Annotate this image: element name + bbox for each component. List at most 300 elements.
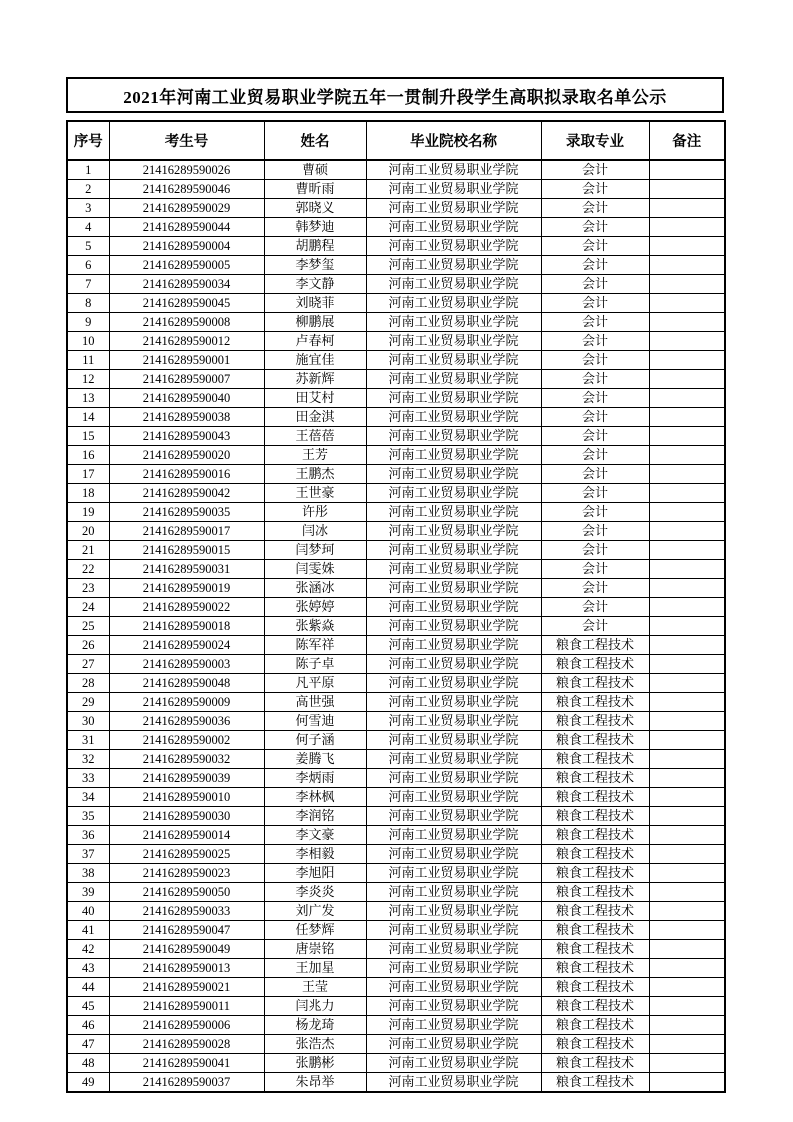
cell-major: 会计 [541, 313, 649, 332]
cell-remark [649, 674, 725, 693]
cell-seq: 16 [67, 446, 109, 465]
cell-remark [649, 617, 725, 636]
cell-seq: 48 [67, 1054, 109, 1073]
document-title: 2021年河南工业贸易职业学院五年一贯制升段学生高职拟录取名单公示 [66, 77, 724, 113]
cell-seq: 44 [67, 978, 109, 997]
cell-seq: 38 [67, 864, 109, 883]
header-name: 姓名 [264, 121, 366, 160]
cell-school: 河南工业贸易职业学院 [366, 332, 541, 351]
cell-candidate-no: 21416289590011 [109, 997, 264, 1016]
cell-candidate-no: 21416289590042 [109, 484, 264, 503]
cell-seq: 47 [67, 1035, 109, 1054]
cell-name: 闫梦珂 [264, 541, 366, 560]
cell-major: 粮食工程技术 [541, 636, 649, 655]
cell-school: 河南工业贸易职业学院 [366, 826, 541, 845]
cell-school: 河南工业贸易职业学院 [366, 978, 541, 997]
cell-school: 河南工业贸易职业学院 [366, 769, 541, 788]
cell-remark [649, 636, 725, 655]
table-row [67, 446, 725, 465]
cell-seq: 10 [67, 332, 109, 351]
table-row [67, 484, 725, 503]
cell-school: 河南工业贸易职业学院 [366, 997, 541, 1016]
cell-name: 张婷婷 [264, 598, 366, 617]
cell-major: 会计 [541, 560, 649, 579]
cell-school: 河南工业贸易职业学院 [366, 636, 541, 655]
cell-seq: 20 [67, 522, 109, 541]
table-row [67, 750, 725, 769]
cell-seq: 1 [67, 160, 109, 180]
cell-candidate-no: 21416289590035 [109, 503, 264, 522]
cell-remark [649, 807, 725, 826]
cell-seq: 41 [67, 921, 109, 940]
cell-name: 王鹏杰 [264, 465, 366, 484]
cell-candidate-no: 21416289590009 [109, 693, 264, 712]
cell-school: 河南工业贸易职业学院 [366, 598, 541, 617]
table-row [67, 902, 725, 921]
table-row [67, 579, 725, 598]
cell-name: 曹硕 [264, 160, 366, 180]
table-row [67, 1016, 725, 1035]
cell-remark [649, 256, 725, 275]
cell-major: 会计 [541, 160, 649, 180]
cell-school: 河南工业贸易职业学院 [366, 199, 541, 218]
cell-major: 粮食工程技术 [541, 1035, 649, 1054]
table-row [67, 465, 725, 484]
cell-school: 河南工业贸易职业学院 [366, 655, 541, 674]
cell-name: 胡鹏程 [264, 237, 366, 256]
cell-candidate-no: 21416289590001 [109, 351, 264, 370]
admission-list-table [66, 120, 726, 1093]
cell-remark [649, 237, 725, 256]
cell-candidate-no: 21416289590041 [109, 1054, 264, 1073]
cell-seq: 11 [67, 351, 109, 370]
cell-major: 会计 [541, 617, 649, 636]
cell-name: 李文豪 [264, 826, 366, 845]
cell-remark [649, 180, 725, 199]
cell-major: 粮食工程技术 [541, 712, 649, 731]
cell-major: 粮食工程技术 [541, 750, 649, 769]
cell-major: 会计 [541, 199, 649, 218]
cell-seq: 35 [67, 807, 109, 826]
cell-major: 粮食工程技术 [541, 997, 649, 1016]
cell-major: 会计 [541, 522, 649, 541]
cell-school: 河南工业贸易职业学院 [366, 807, 541, 826]
cell-name: 张紫焱 [264, 617, 366, 636]
cell-school: 河南工业贸易职业学院 [366, 465, 541, 484]
cell-candidate-no: 21416289590030 [109, 807, 264, 826]
cell-candidate-no: 21416289590045 [109, 294, 264, 313]
cell-major: 粮食工程技术 [541, 731, 649, 750]
cell-major: 粮食工程技术 [541, 921, 649, 940]
table-body [67, 160, 725, 1092]
cell-school: 河南工业贸易职业学院 [366, 845, 541, 864]
table-row [67, 1035, 725, 1054]
cell-candidate-no: 21416289590019 [109, 579, 264, 598]
cell-name: 曹昕雨 [264, 180, 366, 199]
cell-name: 张浩杰 [264, 1035, 366, 1054]
cell-name: 李炎炎 [264, 883, 366, 902]
cell-school: 河南工业贸易职业学院 [366, 674, 541, 693]
table-row [67, 522, 725, 541]
cell-seq: 30 [67, 712, 109, 731]
cell-candidate-no: 21416289590047 [109, 921, 264, 940]
cell-major: 粮食工程技术 [541, 978, 649, 997]
cell-candidate-no: 21416289590025 [109, 845, 264, 864]
cell-candidate-no: 21416289590026 [109, 160, 264, 180]
cell-seq: 18 [67, 484, 109, 503]
cell-remark [649, 294, 725, 313]
cell-seq: 23 [67, 579, 109, 598]
cell-remark [649, 560, 725, 579]
cell-major: 会计 [541, 484, 649, 503]
cell-name: 郭晓义 [264, 199, 366, 218]
cell-school: 河南工业贸易职业学院 [366, 370, 541, 389]
table-header [67, 121, 725, 160]
table-row [67, 978, 725, 997]
table-row [67, 351, 725, 370]
table-row [67, 712, 725, 731]
cell-school: 河南工业贸易职业学院 [366, 864, 541, 883]
cell-major: 粮食工程技术 [541, 826, 649, 845]
cell-candidate-no: 21416289590022 [109, 598, 264, 617]
cell-candidate-no: 21416289590010 [109, 788, 264, 807]
cell-name: 柳鹏展 [264, 313, 366, 332]
cell-remark [649, 160, 725, 180]
cell-name: 王蓓蓓 [264, 427, 366, 446]
cell-remark [649, 484, 725, 503]
cell-major: 会计 [541, 389, 649, 408]
cell-remark [649, 1054, 725, 1073]
table-row [67, 294, 725, 313]
cell-major: 粮食工程技术 [541, 807, 649, 826]
table-row [67, 218, 725, 237]
cell-major: 会计 [541, 465, 649, 484]
cell-candidate-no: 21416289590016 [109, 465, 264, 484]
cell-name: 闫冰 [264, 522, 366, 541]
cell-seq: 19 [67, 503, 109, 522]
cell-remark [649, 408, 725, 427]
cell-candidate-no: 21416289590008 [109, 313, 264, 332]
cell-name: 杨龙琦 [264, 1016, 366, 1035]
cell-remark [649, 845, 725, 864]
cell-seq: 5 [67, 237, 109, 256]
cell-name: 李旭阳 [264, 864, 366, 883]
cell-name: 张鹏彬 [264, 1054, 366, 1073]
cell-major: 粮食工程技术 [541, 1054, 649, 1073]
table-row [67, 674, 725, 693]
cell-name: 王莹 [264, 978, 366, 997]
cell-seq: 22 [67, 560, 109, 579]
cell-school: 河南工业贸易职业学院 [366, 237, 541, 256]
table-row [67, 560, 725, 579]
cell-name: 何子涵 [264, 731, 366, 750]
table-row [67, 370, 725, 389]
cell-major: 粮食工程技术 [541, 940, 649, 959]
cell-seq: 21 [67, 541, 109, 560]
cell-school: 河南工业贸易职业学院 [366, 313, 541, 332]
cell-major: 粮食工程技术 [541, 674, 649, 693]
header-major: 录取专业 [541, 121, 649, 160]
table-row [67, 1054, 725, 1073]
cell-remark [649, 883, 725, 902]
cell-name: 刘晓菲 [264, 294, 366, 313]
cell-name: 王芳 [264, 446, 366, 465]
table-row [67, 237, 725, 256]
cell-seq: 13 [67, 389, 109, 408]
cell-major: 会计 [541, 275, 649, 294]
table-row [67, 731, 725, 750]
cell-remark [649, 313, 725, 332]
cell-major: 会计 [541, 218, 649, 237]
cell-seq: 7 [67, 275, 109, 294]
cell-candidate-no: 21416289590007 [109, 370, 264, 389]
cell-remark [649, 541, 725, 560]
document-page [66, 77, 724, 1093]
cell-remark [649, 902, 725, 921]
cell-remark [649, 446, 725, 465]
cell-name: 李相毅 [264, 845, 366, 864]
cell-candidate-no: 21416289590004 [109, 237, 264, 256]
table-row [67, 769, 725, 788]
cell-school: 河南工业贸易职业学院 [366, 731, 541, 750]
cell-major: 会计 [541, 579, 649, 598]
cell-major: 粮食工程技术 [541, 845, 649, 864]
cell-candidate-no: 21416289590017 [109, 522, 264, 541]
cell-remark [649, 921, 725, 940]
cell-seq: 32 [67, 750, 109, 769]
cell-seq: 25 [67, 617, 109, 636]
cell-major: 会计 [541, 370, 649, 389]
cell-school: 河南工业贸易职业学院 [366, 484, 541, 503]
cell-name: 王加星 [264, 959, 366, 978]
cell-seq: 2 [67, 180, 109, 199]
cell-remark [649, 522, 725, 541]
cell-name: 闫雯姝 [264, 560, 366, 579]
cell-school: 河南工业贸易职业学院 [366, 788, 541, 807]
cell-remark [649, 199, 725, 218]
cell-remark [649, 1016, 725, 1035]
table-row [67, 389, 725, 408]
cell-name: 苏新辉 [264, 370, 366, 389]
header-candidate-no: 考生号 [109, 121, 264, 160]
cell-name: 王世豪 [264, 484, 366, 503]
table-row [67, 199, 725, 218]
cell-candidate-no: 21416289590039 [109, 769, 264, 788]
cell-school: 河南工业贸易职业学院 [366, 446, 541, 465]
cell-name: 姜腾飞 [264, 750, 366, 769]
cell-remark [649, 465, 725, 484]
table-row [67, 256, 725, 275]
table-row [67, 807, 725, 826]
cell-seq: 14 [67, 408, 109, 427]
cell-name: 李炳雨 [264, 769, 366, 788]
cell-candidate-no: 21416289590003 [109, 655, 264, 674]
cell-seq: 12 [67, 370, 109, 389]
cell-candidate-no: 21416289590046 [109, 180, 264, 199]
cell-major: 会计 [541, 351, 649, 370]
table-row [67, 313, 725, 332]
cell-remark [649, 731, 725, 750]
cell-seq: 36 [67, 826, 109, 845]
cell-major: 粮食工程技术 [541, 788, 649, 807]
cell-school: 河南工业贸易职业学院 [366, 921, 541, 940]
cell-school: 河南工业贸易职业学院 [366, 883, 541, 902]
table-row [67, 408, 725, 427]
cell-name: 韩梦迪 [264, 218, 366, 237]
table-row [67, 427, 725, 446]
cell-candidate-no: 21416289590050 [109, 883, 264, 902]
cell-candidate-no: 21416289590034 [109, 275, 264, 294]
cell-name: 朱昂举 [264, 1073, 366, 1093]
cell-candidate-no: 21416289590024 [109, 636, 264, 655]
cell-seq: 45 [67, 997, 109, 1016]
cell-major: 粮食工程技术 [541, 864, 649, 883]
cell-candidate-no: 21416289590033 [109, 902, 264, 921]
cell-candidate-no: 21416289590029 [109, 199, 264, 218]
cell-school: 河南工业贸易职业学院 [366, 902, 541, 921]
table-row [67, 921, 725, 940]
cell-name: 许彤 [264, 503, 366, 522]
cell-remark [649, 655, 725, 674]
table-row [67, 864, 725, 883]
cell-seq: 26 [67, 636, 109, 655]
cell-seq: 29 [67, 693, 109, 712]
cell-school: 河南工业贸易职业学院 [366, 522, 541, 541]
cell-remark [649, 1035, 725, 1054]
cell-school: 河南工业贸易职业学院 [366, 750, 541, 769]
cell-name: 田艾村 [264, 389, 366, 408]
cell-remark [649, 940, 725, 959]
cell-candidate-no: 21416289590049 [109, 940, 264, 959]
cell-major: 粮食工程技术 [541, 769, 649, 788]
cell-school: 河南工业贸易职业学院 [366, 218, 541, 237]
cell-seq: 49 [67, 1073, 109, 1093]
table-row [67, 332, 725, 351]
table-row [67, 997, 725, 1016]
cell-seq: 39 [67, 883, 109, 902]
header-seq: 序号 [67, 121, 109, 160]
cell-remark [649, 864, 725, 883]
cell-school: 河南工业贸易职业学院 [366, 712, 541, 731]
cell-remark [649, 218, 725, 237]
cell-remark [649, 579, 725, 598]
cell-major: 粮食工程技术 [541, 1073, 649, 1093]
cell-school: 河南工业贸易职业学院 [366, 617, 541, 636]
table-row [67, 845, 725, 864]
cell-school: 河南工业贸易职业学院 [366, 503, 541, 522]
cell-major: 粮食工程技术 [541, 1016, 649, 1035]
cell-candidate-no: 21416289590023 [109, 864, 264, 883]
cell-school: 河南工业贸易职业学院 [366, 693, 541, 712]
cell-name: 陈子卓 [264, 655, 366, 674]
cell-remark [649, 598, 725, 617]
cell-name: 施宜佳 [264, 351, 366, 370]
cell-remark [649, 503, 725, 522]
cell-candidate-no: 21416289590013 [109, 959, 264, 978]
cell-remark [649, 389, 725, 408]
cell-remark [649, 275, 725, 294]
header-remark: 备注 [649, 121, 725, 160]
cell-name: 刘广发 [264, 902, 366, 921]
cell-remark [649, 693, 725, 712]
table-row [67, 655, 725, 674]
cell-candidate-no: 21416289590038 [109, 408, 264, 427]
cell-candidate-no: 21416289590040 [109, 389, 264, 408]
cell-candidate-no: 21416289590020 [109, 446, 264, 465]
table-row [67, 180, 725, 199]
cell-school: 河南工业贸易职业学院 [366, 940, 541, 959]
cell-candidate-no: 21416289590006 [109, 1016, 264, 1035]
cell-name: 高世强 [264, 693, 366, 712]
cell-major: 会计 [541, 408, 649, 427]
cell-name: 何雪迪 [264, 712, 366, 731]
cell-seq: 9 [67, 313, 109, 332]
cell-school: 河南工业贸易职业学院 [366, 560, 541, 579]
cell-major: 会计 [541, 237, 649, 256]
cell-seq: 27 [67, 655, 109, 674]
cell-seq: 28 [67, 674, 109, 693]
cell-school: 河南工业贸易职业学院 [366, 959, 541, 978]
header-school: 毕业院校名称 [366, 121, 541, 160]
cell-school: 河南工业贸易职业学院 [366, 579, 541, 598]
cell-remark [649, 1073, 725, 1093]
cell-candidate-no: 21416289590014 [109, 826, 264, 845]
cell-school: 河南工业贸易职业学院 [366, 541, 541, 560]
table-row [67, 598, 725, 617]
cell-name: 卢春柯 [264, 332, 366, 351]
cell-major: 会计 [541, 541, 649, 560]
cell-major: 会计 [541, 294, 649, 313]
header-row [67, 121, 725, 160]
cell-school: 河南工业贸易职业学院 [366, 1016, 541, 1035]
cell-candidate-no: 21416289590043 [109, 427, 264, 446]
table-row [67, 275, 725, 294]
cell-candidate-no: 21416289590032 [109, 750, 264, 769]
cell-candidate-no: 21416289590031 [109, 560, 264, 579]
cell-school: 河南工业贸易职业学院 [366, 427, 541, 446]
cell-remark [649, 959, 725, 978]
cell-name: 张涵冰 [264, 579, 366, 598]
cell-major: 会计 [541, 256, 649, 275]
cell-school: 河南工业贸易职业学院 [366, 256, 541, 275]
cell-name: 任梦辉 [264, 921, 366, 940]
cell-school: 河南工业贸易职业学院 [366, 275, 541, 294]
cell-seq: 40 [67, 902, 109, 921]
cell-major: 粮食工程技术 [541, 883, 649, 902]
cell-school: 河南工业贸易职业学院 [366, 408, 541, 427]
cell-candidate-no: 21416289590037 [109, 1073, 264, 1093]
cell-seq: 43 [67, 959, 109, 978]
cell-major: 粮食工程技术 [541, 959, 649, 978]
cell-school: 河南工业贸易职业学院 [366, 1035, 541, 1054]
table-row [67, 826, 725, 845]
cell-remark [649, 370, 725, 389]
cell-seq: 46 [67, 1016, 109, 1035]
cell-seq: 8 [67, 294, 109, 313]
cell-seq: 3 [67, 199, 109, 218]
cell-remark [649, 712, 725, 731]
cell-major: 会计 [541, 332, 649, 351]
cell-school: 河南工业贸易职业学院 [366, 1073, 541, 1093]
cell-candidate-no: 21416289590048 [109, 674, 264, 693]
table-row [67, 160, 725, 180]
table-row [67, 959, 725, 978]
cell-school: 河南工业贸易职业学院 [366, 294, 541, 313]
cell-major: 会计 [541, 503, 649, 522]
cell-major: 粮食工程技术 [541, 693, 649, 712]
cell-name: 唐崇铭 [264, 940, 366, 959]
cell-candidate-no: 21416289590028 [109, 1035, 264, 1054]
